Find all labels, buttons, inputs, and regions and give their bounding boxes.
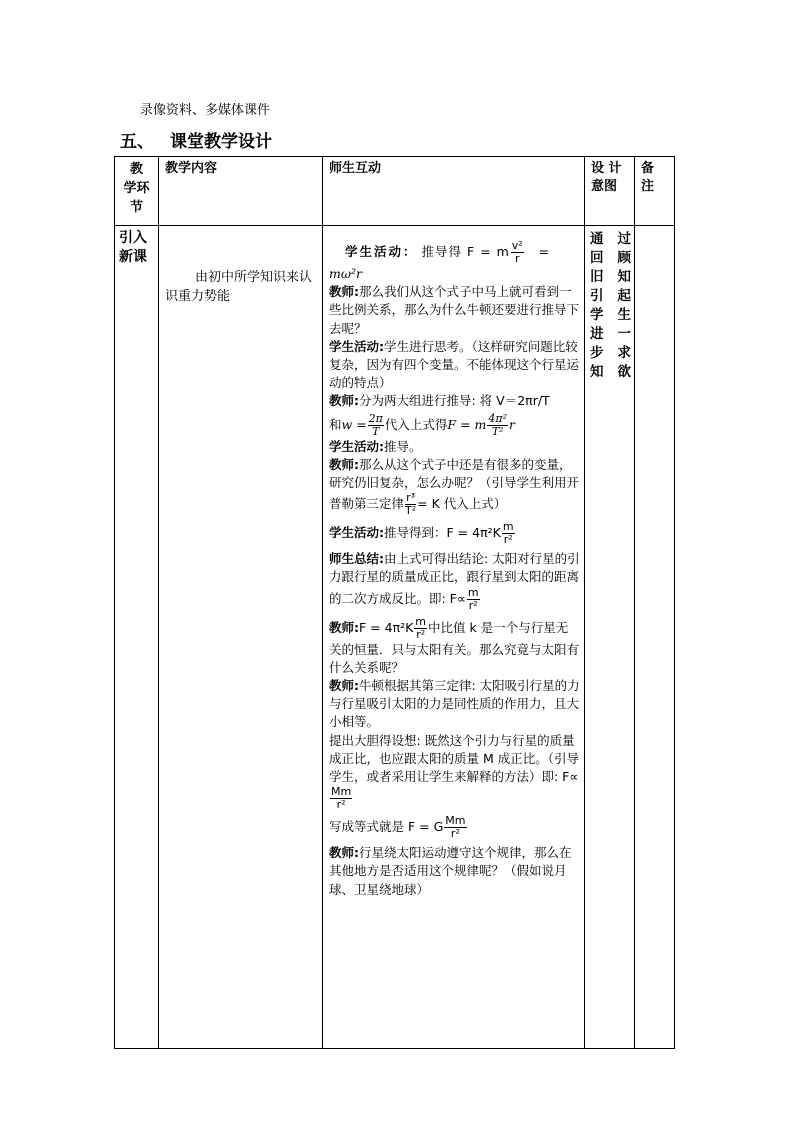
header-content: 教学内容 [159,157,323,226]
para-13: 写成等式就是 F = G $\frac{Mm}{\text{r²}}$ [329,814,466,841]
stage-cell: 引入 新课 [115,226,159,1049]
interaction-cell [323,226,585,1049]
para-5: 和w = $\frac{2\pi}{T}$ 代入上式得F = m $\frac{\text{4π²}}{\text{T²}}$ r [329,411,515,438]
intro-line: 录像资料、多媒体课件 [140,103,271,118]
header-stage: 教 学环 节 [115,157,159,226]
section-title [120,127,272,152]
table-row [115,226,675,1049]
para-1: 学生活动： 推导得 F = m $\frac{\text{v²}}{r}$ = [345,239,550,265]
section-number: 五、 [120,132,154,152]
para-1-tail: mω²r [329,266,363,281]
notes-cell [635,226,675,1049]
table-header-row [115,157,675,226]
section-title-text: 课堂教学设计 [170,132,272,152]
header-design: 设 计 意图 [585,157,635,226]
header-notes: 备 注 [635,157,675,226]
para-10: 教师:F = 4π²K $\frac{m}{\text{r²}}$ 中比值 k 是一个与行星无关的恒量．只与太阳有关。那么究竟与太阳有什么关系呢？ [329,614,580,675]
lesson-design-table [114,156,675,1049]
para-12: 提出大胆得设想: 既然这个引力与行星的质量成正比，也应跟太阳的质量 M 成正比。（引导学生，或者采用让学生来解释的方法）即: F∝ $\frac{Mm}{\text{r²}}$ [329,732,579,812]
content-cell: 由初中所学知识来认识重力势能 [159,226,323,1049]
para-3: 学生活动:学生进行思考。（这样研究问题比较复杂，因为有四个变量。不能体现这个行星运动的特点） [329,338,580,391]
para-6: 学生活动:推导。 [329,438,422,454]
header-interaction: 师生互动 [323,157,585,226]
design-cell: 通 过 回 顾 旧 知 引 起 学 生 进 一 步 求 知欲 [585,226,635,1049]
para-2: 教师:那么我们从这个式子中马上就可看到一些比例关系，那么为什么牛顿还要进行推导下去呢？ [329,284,580,336]
para-14: 教师:行星绕太阳运动遵守这个规律，那么在其他地方是否适用这个规律呢？（假如说月球、卫星绕地球） [329,845,572,897]
para-4: 教师:分为两大组进行推导: 将 V＝2πr/T [329,393,550,409]
para-7: 教师:那么从这个式子中还是有很多的变量，研究仍旧复杂，怎么办呢？（引导学生利用开普勒第三定律 $\frac{\text{r³}}{\text{T²}}$ = K 代入上式） [329,456,580,518]
para-11: 教师:牛顿根据其第三定律: 太阳吸引行星的力与行星吸引太阳的力是同性质的作用力，且大小相等。 [329,678,580,730]
para-8: 学生活动:推导得到：F = 4π²K $\frac{m}{\text{r²}}$ [329,520,514,547]
para-9: 师生总结:由上式可得出结论: 太阳对行星的引力跟行星的质量成正比，跟行星到太阳的距离的二次方成反比。即: F∝ $\frac{m}{\text{r²}}$ [329,551,580,612]
